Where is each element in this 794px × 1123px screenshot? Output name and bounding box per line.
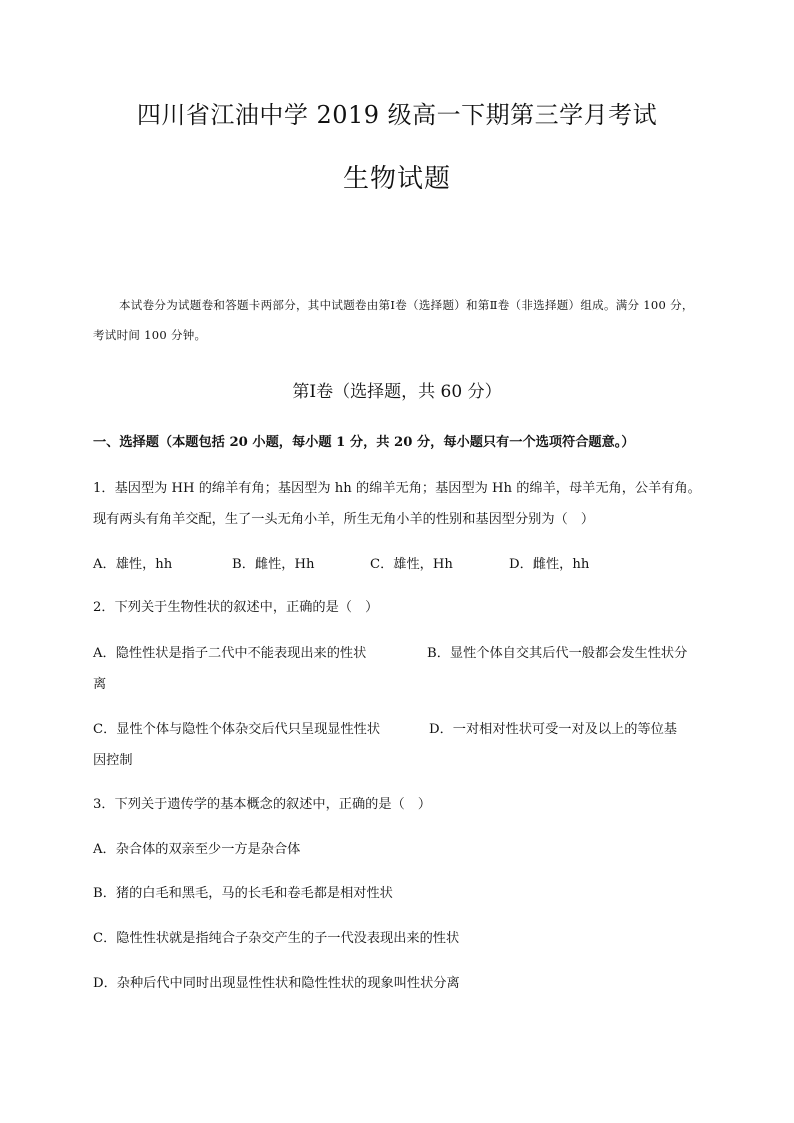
exam-subtitle: 生物试题 [342,164,451,194]
q3-stem: 3．下列关于遗传学的基本概念的叙述中，正确的是（ ） [93,797,432,812]
q1-stem-line1: 1．基因型为 HH 的绵羊有角；基因型为 hh 的绵羊无角；基因型为 Hh 的绵羊，母羊无角，公羊有角。 [93,481,701,496]
exam-instructions: 本试卷分为试题卷和答题卡两部分，其中试题卷由第Ⅰ卷（选择题）和第Ⅱ卷（非选择题）组成。满分 100 分，考试时间 100 分钟。 [93,298,694,342]
section-title: 第Ⅰ卷（选择题，共 60 分） [292,382,502,402]
q1-stem-line2: 现有两头有角羊交配，生了一头无角小羊，所生无角小羊的性别和基因型分别为（ ） [93,512,595,527]
q1-option-a: A．雄性，hh [93,557,173,572]
q2-option-b-wrap: 离 [93,677,107,692]
q2-option-a: A．隐性性状是指子二代中不能表现出来的性状 [93,646,367,661]
section-heading: 一、选择题（本题包括 20 小题，每小题 1 分，共 20 分，每小题只有一个选项符合题意。） [93,435,635,450]
q2-option-d: D．一对相对性状可受一对及以上的等位基 [429,722,677,737]
q3-option-b: B．猪的白毛和黑毛，马的长毛和卷毛都是相对性状 [93,886,393,901]
q2-option-c: C．显性个体与隐性个体杂交后代只呈现显性性状 [93,722,381,737]
q1-option-d: D．雌性，hh [509,557,590,572]
exam-title: 四川省江油中学 2019 级高一下期第三学月考试 [136,101,658,129]
q3-option-c: C．隐性性状就是指纯合子杂交产生的子一代没表现出来的性状 [93,931,460,946]
q3-option-d: D．杂种后代中同时出现显性性状和隐性性状的现象叫性状分离 [93,976,460,991]
q2-option-d-wrap: 因控制 [93,753,133,768]
q1-option-c: C．雄性，Hh [370,557,453,572]
q3-option-a: A．杂合体的双亲至少一方是杂合体 [93,842,301,857]
q1-option-b: B．雌性，Hh [232,557,315,572]
q2-stem: 2．下列关于生物性状的叙述中，正确的是（ ） [93,600,379,615]
q2-option-b: B．显性个体自交其后代一般都会发生性状分 [427,646,688,661]
